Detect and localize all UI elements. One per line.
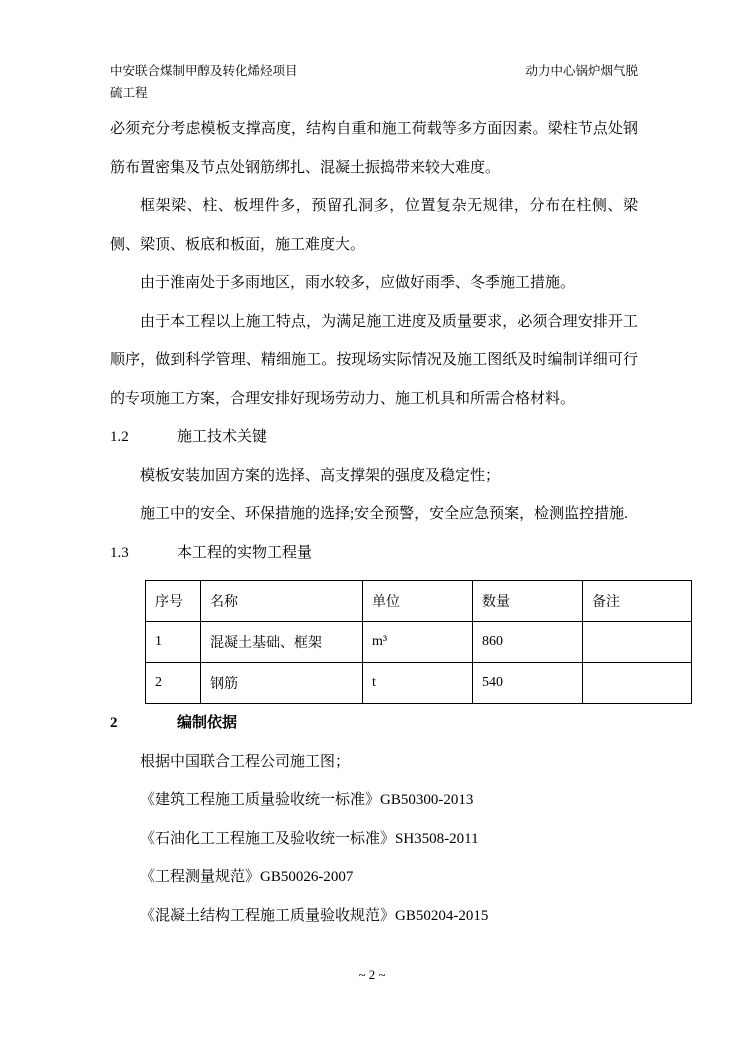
reference-standard: 《混凝土结构工程施工质量验收规范》GB50204-2015: [140, 907, 489, 924]
table-row: [146, 663, 692, 704]
header-project-title-left: 中安联合煤制甲醇及转化烯烃项目: [110, 64, 298, 78]
column-header-remark: 备注: [583, 581, 692, 622]
page-footer: [0, 966, 744, 984]
page-number: ~ 2 ~: [358, 967, 386, 982]
reference-standard: 《建筑工程施工质量验收统一标准》GB50300-2013: [140, 792, 474, 808]
cell-quantity: 540: [473, 663, 583, 704]
cell-seq: 2: [146, 663, 201, 704]
section-title: 编制依据: [177, 715, 238, 731]
table-header-row: [146, 581, 692, 622]
reference-standard: 《工程测量规范》GB50026-2007: [140, 869, 354, 885]
cell-remark: [583, 663, 692, 704]
cell-unit: m³: [363, 622, 473, 663]
cell-remark: [583, 622, 692, 663]
paragraph-formwork-support: 必须充分考虑模板支撑高度，结构自重和施工荷载等多方面因素。梁柱节点处钢筋布置密集及节点处钢筋绑扎、混凝土振捣带来较大难度。: [110, 121, 638, 176]
paragraph-rainy-season: 由于淮南处于多雨地区，雨水较多，应做好雨季、冬季施工措施。: [140, 275, 576, 291]
header-project-title-right: 动力中心锅炉烟气脱: [525, 64, 638, 78]
paragraph-basis-drawings: 根据中国联合工程公司施工图；: [140, 753, 351, 770]
quantity-table: [145, 580, 692, 704]
paragraph-formwork-scheme: 模板安装加固方案的选择、高支撑架的强度及稳定性；: [140, 467, 501, 484]
header-line-1: [110, 60, 638, 82]
cell-seq: 1: [146, 622, 201, 663]
cell-unit: t: [363, 663, 473, 704]
table-row: [146, 622, 692, 663]
section-number: 1.3: [110, 544, 129, 561]
section-number: 2: [110, 715, 118, 731]
paragraph-construction-plan: 由于本工程以上施工特点，为满足施工进度及质量要求，必须合理安排开工顺序，做到科学管理、精细施工。按现场实际情况及施工图纸及时编制详细可行的专项施工方案，合理安排好现场劳动力、施工机具和所需合格材料。: [110, 313, 638, 407]
section-title: 本工程的实物工程量: [177, 544, 313, 561]
column-header-quantity: 数量: [473, 581, 583, 622]
section-heading-1-3: [110, 534, 638, 573]
reference-standard: 《石油化工工程施工及验收统一标准》SH3508-2011: [140, 830, 479, 847]
cell-name: 钢筋: [201, 663, 363, 704]
cell-quantity: 860: [473, 622, 583, 663]
column-header-seq: 序号: [146, 581, 201, 622]
column-header-name: 名称: [201, 581, 363, 622]
header-line-2: [110, 82, 638, 104]
page-header: [110, 60, 638, 104]
document-body: [110, 110, 638, 935]
section-heading-2: [110, 704, 638, 743]
paragraph-frame-embeds: 框架梁、柱、板埋件多，预留孔洞多，位置复杂无规律，分布在柱侧、梁侧、梁顶、板底和板面，施工难度大。: [110, 198, 638, 253]
cell-name: 混凝土基础、框架: [201, 622, 363, 663]
section-number: 1.2: [110, 429, 129, 445]
section-heading-1-2: [110, 418, 638, 457]
header-project-title-wrap: 硫工程: [110, 86, 148, 100]
column-header-unit: 单位: [363, 581, 473, 622]
paragraph-safety-measures: 施工中的安全、环保措施的选择;安全预警，安全应急预案，检测监控措施.: [140, 506, 628, 522]
section-title: 施工技术关键: [177, 429, 268, 445]
